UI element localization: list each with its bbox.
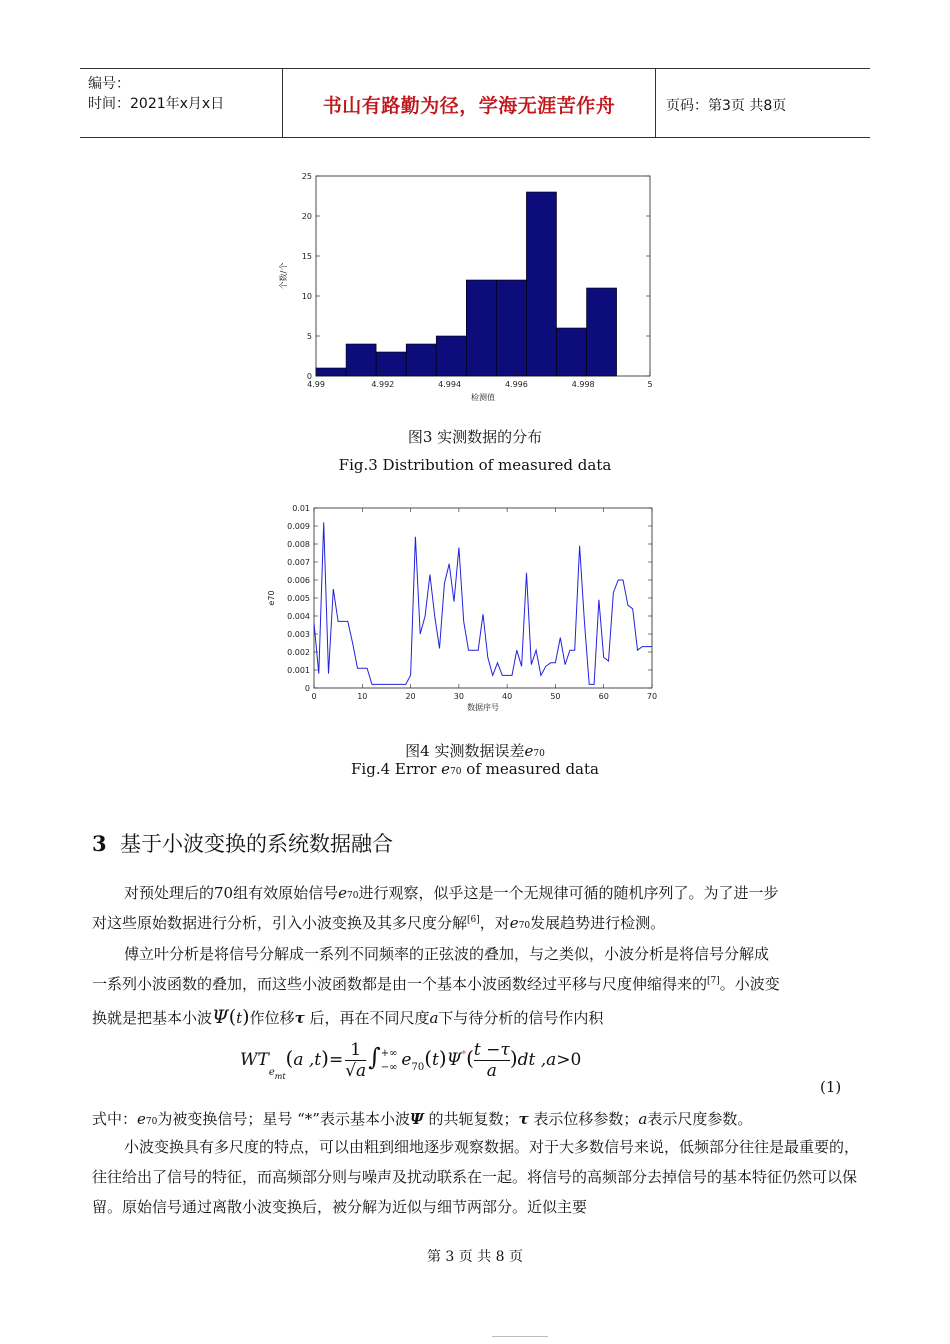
y-tick-label: 0.01 [292,504,310,513]
p1-text-a: 对预处理后的70组有效原始信号 [124,884,339,902]
figure-4-caption-en [0,760,950,778]
paragraph-4: 小波变换具有多尺度的特点，可以由粗到细地逐步观察数据。对于大多数信号来说，低频部分往往是最重要的，往往给出了信号的特征，而高频部分则与噪声及扰动联系在一起。将信号的高频部分去掉信号的基本特征仍然可以保留。原始信号通过离散小波变换后，被分解为近似与细节两部分。近似主要 [92,1138,860,1216]
p2-text-g: 下与待分析的信号作内积 [438,1009,604,1027]
x-tick-label: 50 [550,692,561,701]
x-tick-label: 5 [647,380,653,389]
plot-area [314,508,652,688]
x-tick-label: 70 [646,692,658,701]
figure-3-histogram [270,168,670,410]
figure-4-line-chart [250,500,670,722]
histogram-bar [496,280,526,376]
x-tick-label: 4.996 [504,380,528,389]
paragraph-2-line-3: 换就是把基本小波Ψ(t)作位移τ 后，再在不同尺度a下与待分析的信号作内积 [92,1006,604,1028]
section-3-title: 基于小波变换的系统数据融合 [119,832,393,856]
histogram-bar [316,368,346,376]
histogram-bar [466,280,496,376]
x-tick-label: 4.994 [438,380,462,389]
y-tick-label: 0.009 [287,522,310,531]
x-axis-label: 数据序号 [467,703,499,712]
y-tick-label: 0.002 [287,648,310,657]
figure-3-caption-cn: 图3 实测数据的分布 [407,428,543,446]
y-axis-label: e70 [267,590,276,606]
section-3-number: 3 [92,831,107,856]
histogram-bar [346,344,376,376]
y-tick-label: 0.007 [287,558,310,567]
figure-4-caption-en-sub: 70 [450,767,462,777]
x-tick-label: 4.998 [571,380,595,389]
p1-text-c: 对这些原始数据进行分析，引入小波变换及其多尺度分解 [92,914,468,932]
page-footer: 第 3 页 共 8 页 [426,1249,524,1265]
figure-4-caption-cn [0,740,950,761]
y-axis-label: 个数/个 [279,262,288,290]
paragraph-3-line-1: 式中：e70为被变换信号；星号 “*”表示基本小波Ψ 的共轭复数；τ 表示位移参数；a表示尺度参数。 [92,1110,753,1128]
p3-text-c: 的共轭复数； [428,1110,519,1128]
p1-text-d: ，对 [479,914,510,932]
p3-text-d: 表示位移参数； [533,1110,639,1128]
p3-text-a: 式中： [92,1110,138,1128]
y-tick-label: 20 [301,212,312,221]
paragraph-1-line-2: 对这些原始数据进行分析，引入小波变换及其多尺度分解[6]，对e70发展趋势进行检测。 [92,914,666,932]
y-tick-label: 0 [306,372,312,381]
section-3-heading [92,828,393,858]
x-tick-label: 60 [598,692,609,701]
p1-citation: [6] [467,915,480,925]
paragraph-2-line-1: 傅立叶分析是将信号分解成一系列不同频率的正弦波的叠加，与之类似，小波分析是将信号分解成 [124,945,770,963]
x-axis-label: 检测值 [471,393,495,402]
histogram-bar [376,352,406,376]
doc-time-label: 时间：2021年x月x日 [88,96,225,112]
figure-4-caption-cn-text: 图4 实测数据误差 [405,742,525,760]
doc-number-label: 编号： [88,76,130,92]
paragraph-1-line-1: 对预处理后的70组有效原始信号e70进行观察，似乎这是一个无规律可循的随机序列了。为了进一步 [124,884,779,902]
x-tick-label: 4.99 [307,380,325,389]
p2-text-b: 一系列小波函数的叠加，而这些小波函数都是由一个基本小波函数经过平移与尺度伸缩得来的 [92,975,708,993]
histogram-bar [436,336,466,376]
header-page-cell [656,69,870,137]
x-tick-label: 40 [502,692,513,701]
p1-text-e: 发展趋势进行检测。 [530,914,666,932]
histogram-bar [406,344,436,376]
p2-text-c: 。小波变 [719,975,780,993]
histogram-bar [556,328,586,376]
header-page-info: 页码：第3页 共8页 [666,98,787,114]
footer-rule [492,1336,548,1337]
y-tick-label: 0.005 [287,594,310,603]
figure-3-caption-en: Fig.3 Distribution of measured data [338,456,612,474]
p2-text-f: 后，再在不同尺度 [309,1009,430,1027]
paragraph-2-line-2 [92,973,780,994]
y-tick-label: 0.003 [287,630,310,639]
figure-4-caption-en-suffix: of measured data [461,760,599,778]
p2-text-e: 作位移 [249,1009,295,1027]
y-tick-label: 10 [301,292,312,301]
histogram-bar [526,192,556,376]
x-tick-label: 30 [453,692,464,701]
equation-1: $WT_{emt}(a$ ,t)= $\frac{1}{√a}$ ∫ +∞ −∞ $e_{70}(t)\Psi^*$( $\frac{t -\tau}{a}$ )dt ,a>0 [240,1040,582,1081]
y-tick-label: 25 [301,172,312,181]
figure-4-caption-var: e [524,742,534,760]
figure-4-caption-en-prefix: Fig.4 Error [351,760,442,778]
y-tick-label: 0.001 [287,666,310,675]
header-motto-cell [282,69,656,137]
p2-text-d: 换就是把基本小波 [92,1009,213,1027]
p3-text-b: 为被变换信号；星号 “*”表示基本小波 [157,1110,410,1128]
equation-1-number: (1) [820,1078,842,1096]
figure-4-caption-en-var: e [441,760,451,778]
y-tick-label: 0.006 [287,576,310,585]
y-tick-label: 15 [301,252,312,261]
y-tick-label: 0 [304,684,310,693]
page-header [80,68,870,138]
x-tick-label: 4.992 [371,380,395,389]
header-meta-cell [80,69,282,137]
x-tick-label: 0 [311,692,317,701]
header-motto: 书山有路勤为径，学海无涯苦作舟 [322,95,616,117]
histogram-bar [587,288,617,376]
p1-text-b: 进行观察，似乎这是一个无规律可循的随机序列了。为了进一步 [358,884,779,902]
x-tick-label: 20 [405,692,416,701]
p3-text-e: 表示尺度参数。 [647,1110,753,1128]
p2-citation: [7] [707,976,720,986]
figure-4-caption-sub: 70 [533,749,545,759]
y-tick-label: 0.004 [287,612,310,621]
y-tick-label: 0.008 [287,540,310,549]
x-tick-label: 10 [357,692,368,701]
y-tick-label: 5 [306,332,312,341]
